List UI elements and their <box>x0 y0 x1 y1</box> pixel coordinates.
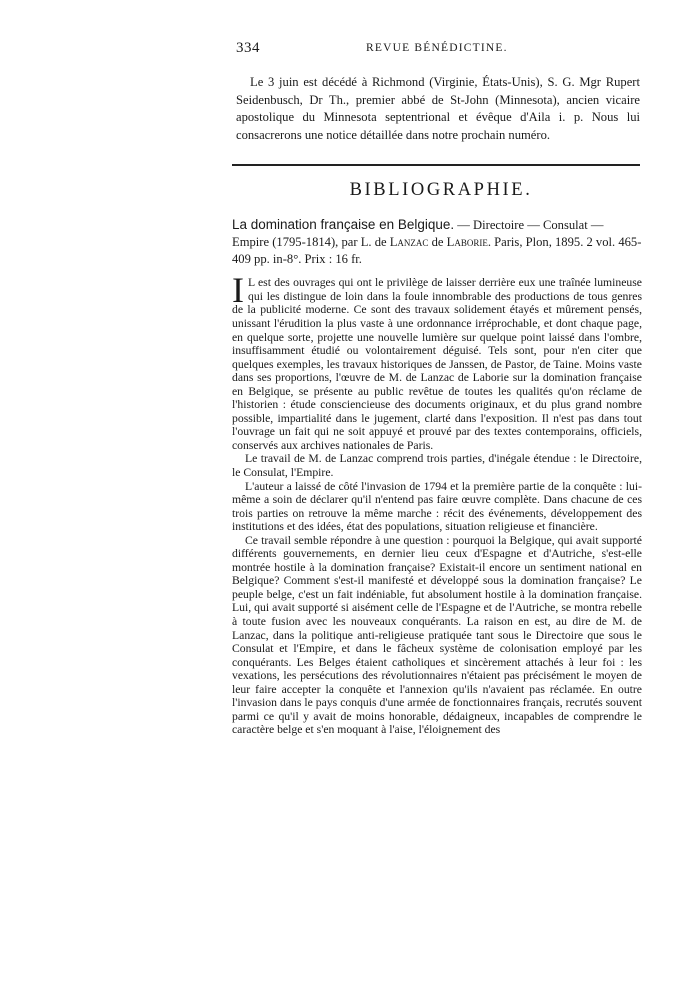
entry-author-lanzac: Lanzac <box>389 235 429 250</box>
review-paragraph: L'auteur a laissé de côté l'invasion de 1794 et la première partie de la conquête : lui-même a soin de déclarer qu'il n'entend pas faire œuvre complète. Dans chacune de ces trois parties on retrouve la même marche : récit des événements, développement des institutions et des idées, état des populations, situation religieuse et financière. <box>232 479 642 534</box>
entry-publisher: . Paris, Plon, 1895. 2 vol. 465-409 pp. in-8°. Prix : 16 fr. <box>232 235 642 267</box>
page-number: 334 <box>236 40 260 56</box>
review-paragraph <box>232 270 642 452</box>
running-head <box>232 40 644 60</box>
entry-subtitle: — Directoire — Consulat — Empire (1795-1814), par L. de <box>232 218 604 250</box>
review-paragraph: Ce travail semble répondre à une question : pourquoi la Belgique, qui avait supporté différents gouvernements, en dernier lieu ceux d'Espagne et d'Autriche, s'est-elle montrée hostile à la domination française? Existait-il encore un sentiment national en Belgique? Comment s'est-il manifesté et développé sous la domination française? Le peuple belge, c'est un fait indéniable, fut absolument hostile à la domination française. Lui, qui avait supporté si aisément celle de l'Espagne et de l'Autriche, se montra rebelle à toute fusion avec les nouveaux conquérants. La raison en est, au dire de M. de Lanzac, dans la politique anti-religieuse pratiquée tant sous le Directoire que sous le Consulat et l'Empire, et dans le fâcheux système de colonisation employé par les conquérants. Les Belges étaient catholiques et sincèrement attachés à leur foi : les vexations, les persécutions des révolutionnaires n'étaient pas précisément le moyen de leur faire accepter la conquête et l'annexion qu'ils n'avaient pas réclamée. En outre l'invasion dans le pays conquis d'une armée de fonctionnaires français, recrutés souvent parmi ce qu'il y avait de moins honorable, dédaigneux, incapables de comprendre le caractère belge et s'en moquant à l'aise, l'éloignement des <box>232 533 642 737</box>
obituary-notice: Le 3 juin est décédé à Richmond (Virginie, États-Unis), S. G. Mgr Rupert Seidenbusch, Dr Th., premier abbé de St-John (Minnesota), ancien vicaire apostolique du Minnesota septentrional et évêque d'Aila i. p. Nous lui consacrerons une notice détaillée dans notre prochain numéro. <box>236 75 640 142</box>
review-paragraph-text: L est des ouvrages qui ont le privilège de laisser derrière eux une traînée lumineuse qui les distingue de loin dans la foule innombrable des productions de tous genres de la publicité moderne. Ce sont des travaux solidement étayés et mûrement pensés, unissant l'érudition la plus vaste à une ordonnance irréprochable, et dont chaque page, en quelque sorte, projette une nouvelle lumière sur quelque point laissé dans l'ombre, insuffisamment étudié ou volontairement déguisé. Tels sont, pour n'en citer que quelques exemples, les travaux historiques de Janssen, de Pastor, de Taine. Moins vaste dans ses proportions, l'œuvre de M. de Lanzac de Laborie sur la domination française en Belgique, se présente au public revêtue de toutes les qualités qu'on réclame de l'historien : étude consciencieuse des documents originaux, et du plus grand nombre possible, impartialité dans le jugement, clarté dans l'exposition. Il n'est pas dans tout l'ouvrage un fait qui ne soit appuyé et prouvé par des textes contemporains, officiels, conservés aux archives nationales de Paris. <box>232 276 642 452</box>
section-heading: BIBLIOGRAPHIE. <box>349 180 533 200</box>
journal-title: REVUE BÉNÉDICTINE. <box>366 42 508 54</box>
bibliography-entry <box>232 216 642 268</box>
entry-author-laborie: Laborie <box>446 235 488 250</box>
review-body <box>232 270 642 737</box>
review-paragraph: Le travail de M. de Lanzac comprend trois parties, d'inégale étendue : le Directoire, le Consulat, l'Empire. <box>232 452 642 479</box>
entry-author-connector: de <box>428 235 447 250</box>
entry-title: La domination française en Belgique. <box>232 217 455 233</box>
drop-cap: I <box>232 270 244 311</box>
book-page <box>232 40 644 737</box>
section-divider <box>232 164 640 166</box>
